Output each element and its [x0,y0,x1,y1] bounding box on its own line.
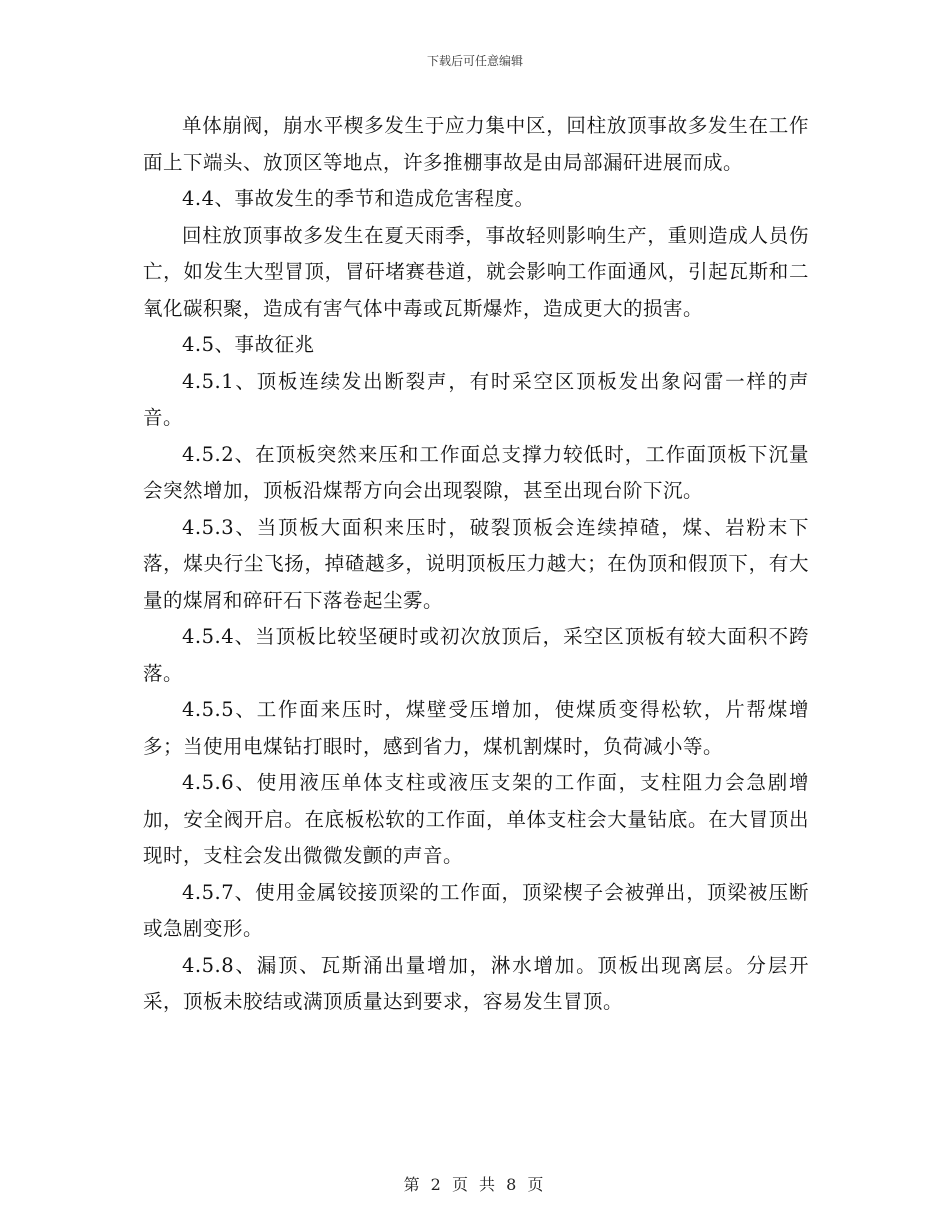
section-heading: 4.4、事故发生的季节和造成危害程度。 [182,187,535,210]
list-item: 4.5.3、当顶板大面积来压时，破裂顶板会连续掉碴，煤、岩粉末下落，煤央行尘飞扬，掉碴越多，说明顶板压力越大；在伪顶和假顶下，有大量的煤屑和碎矸石下落卷起尘雾。 [143,515,809,612]
page-number: 第 2 页 共 8 页 [403,1175,547,1194]
list-item: 4.5.6、使用液压单体支柱或液压支架的工作面，支柱阻力会急剧增加，安全阀开启。在底板松软的工作面，单体支柱会大量钻底。在大冒顶出现时，支柱会发出微微发颤的声音。 [143,771,809,867]
list-item: 4.5.7、使用金属铰接顶梁的工作面，顶梁楔子会被弹出，顶梁被压断或急剧变形。 [143,880,809,940]
document-body [143,108,809,1021]
list-item: 4.5.2、在顶板突然来压和工作面总支撑力较低时，工作面顶板下沉量会突然增加，顶板沿煤帮方向会出现裂隙，甚至出现台阶下沉。 [143,442,809,502]
list-item: 4.5.5、工作面来压时，煤壁受压增加，使煤质变得松软，片帮煤增多；当使用电煤钻打眼时，感到省力，煤机割煤时，负荷减小等。 [143,698,809,758]
list-item: 4.5.4、当顶板比较坚硬时或初次放顶后，采空区顶板有较大面积不跨落。 [143,625,809,685]
paragraph: 回柱放顶事故多发生在夏天雨季，事故轻则影响生产，重则造成人员伤亡，如发生大型冒顶，冒矸堵赛巷道，就会影响工作面通风，引起瓦斯和二氧化碳积聚，造成有害气体中毒或瓦斯爆炸，造成更大的损害。 [143,223,809,320]
list-item: 4.5.1、顶板连续发出断裂声，有时采空区顶板发出象闷雷一样的声音。 [143,369,809,429]
page-header: 下载后可任意编辑 [426,54,523,68]
list-item: 4.5.8、漏顶、瓦斯涌出量增加，淋水增加。顶板出现离层。分层开采，顶板未胶结或满顶质量达到要求，容易发生冒顶。 [143,953,809,1013]
paragraph: 单体崩阀，崩水平楔多发生于应力集中区，回柱放顶事故多发生在工作面上下端头、放顶区等地点，许多推棚事故是由局部漏矸进展而成。 [143,114,809,174]
section-heading: 4.5、事故征兆 [182,333,315,356]
